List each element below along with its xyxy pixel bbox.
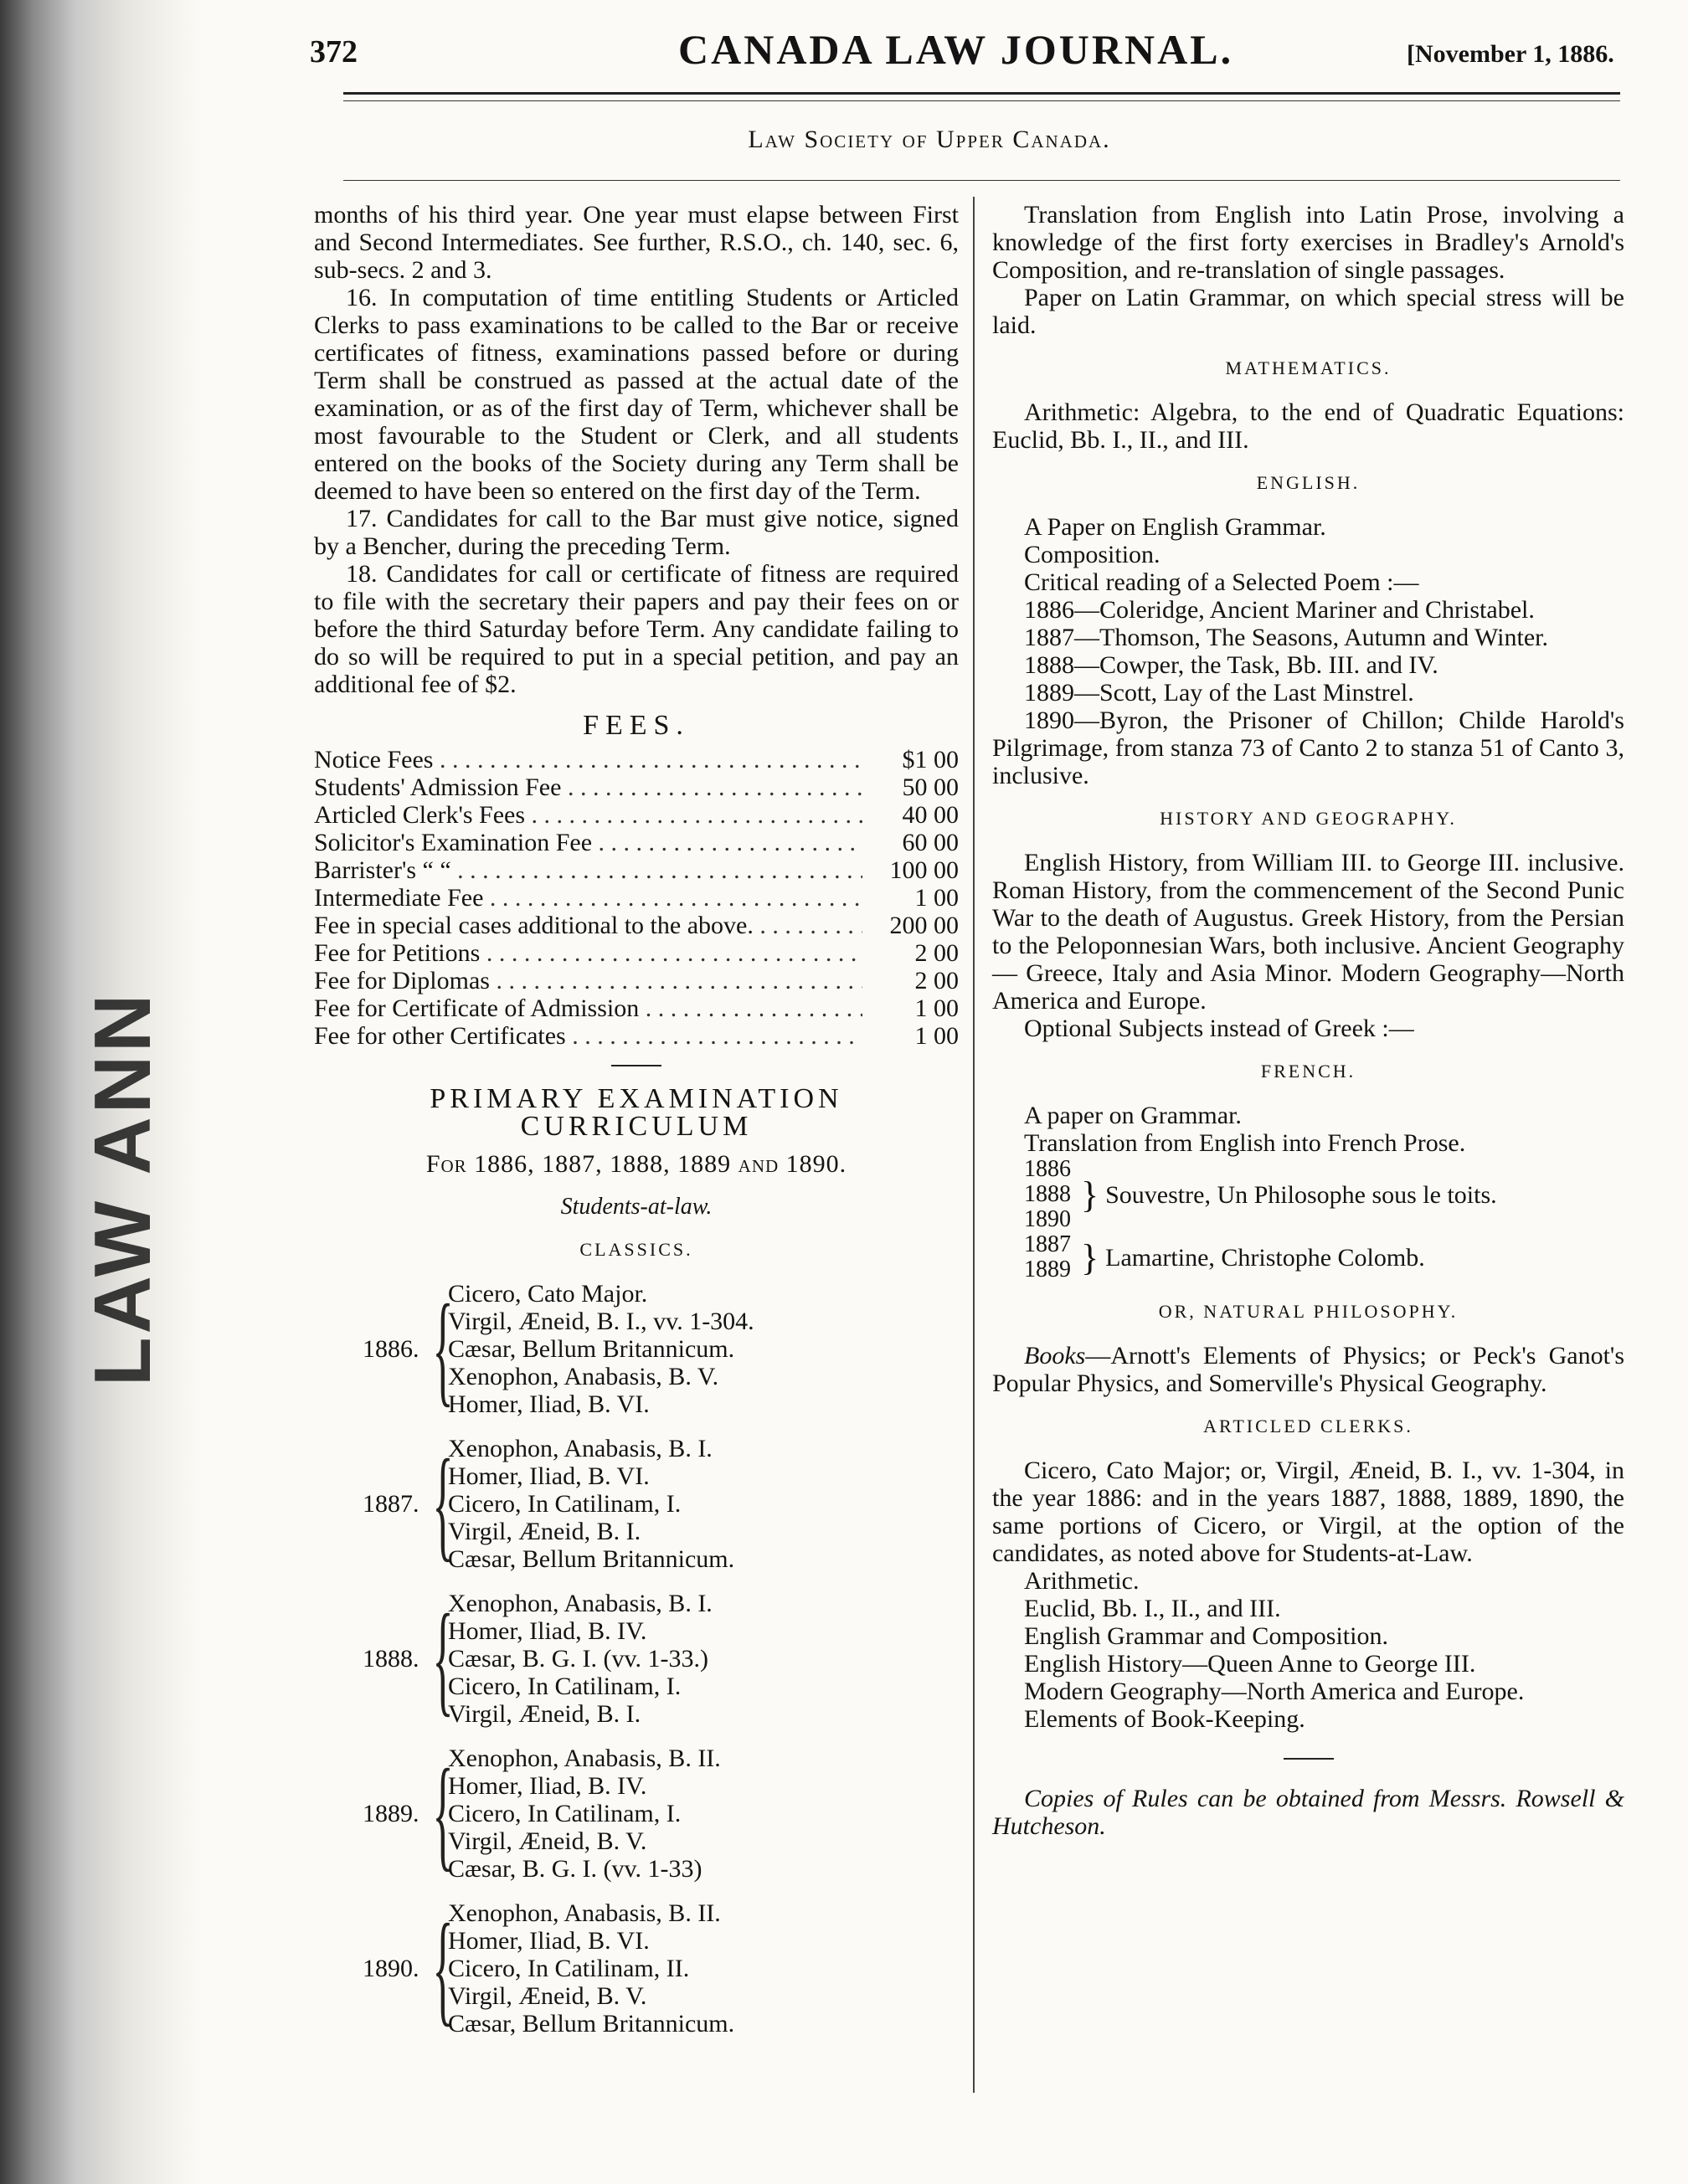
work-item: Cicero, In Catilinam, I. bbox=[448, 1800, 682, 1827]
work-item: Virgil, Æneid, B. I. bbox=[448, 1518, 641, 1545]
natphil-text: —Arnott's Elements of Physics; or Peck's Ganot's Popular Physics, and Somerville's Physical Geography. bbox=[992, 1342, 1624, 1397]
year-label: 1889 bbox=[1024, 1256, 1071, 1282]
students-heading: Students-at-law. bbox=[560, 1194, 713, 1220]
fee-row bbox=[314, 939, 959, 967]
paragraph: months of his third year. One year must elapse between First and Second Intermediates. See further, R.S.O., ch. 140, sec. 6, sub-secs. 2 and 3. bbox=[314, 201, 959, 284]
fee-name: Barrister's “ “ . . . bbox=[314, 856, 862, 884]
work-item: Xenophon, Anabasis, B. I. bbox=[448, 1590, 713, 1617]
copies-note: Copies of Rules can be obtained from Messrs. Rowsell & Hutcheson. bbox=[992, 1785, 1624, 1840]
fee-name: Fee in special cases additional to the above. . . . bbox=[314, 912, 862, 939]
section-rule bbox=[343, 180, 1620, 181]
fee-amount: 1 00 bbox=[914, 1022, 959, 1050]
books-lead: Books bbox=[1024, 1342, 1086, 1369]
work-item: Virgil, Æneid, B. I., vv. 1-304. bbox=[448, 1308, 754, 1335]
fee-name: Fee for Certificate of Admission . . . bbox=[314, 994, 862, 1022]
paragraph: Cicero, Cato Major; or, Virgil, Æneid, B. I., vv. 1-304, in the year 1886: and in the years 1887, 1888, 1889, 1890, the same portions of Cicero, or Virgil, at the option of the candidates, as noted above for Students-at-Law. bbox=[992, 1457, 1624, 1567]
fee-name: Notice Fees . . . bbox=[314, 746, 862, 773]
fee-row bbox=[314, 773, 959, 801]
natphil-heading: OR, NATURAL PHILOSOPHY. bbox=[1158, 1301, 1459, 1322]
fee-row bbox=[314, 829, 959, 856]
fee-name: Fee for other Certificates . . . bbox=[314, 1022, 862, 1050]
year-label: 1889. bbox=[363, 1800, 419, 1827]
year-label: 1887 bbox=[1024, 1231, 1071, 1257]
work-item: Xenophon, Anabasis, B. II. bbox=[448, 1745, 721, 1772]
fee-amount: 100 00 bbox=[889, 856, 959, 884]
year-label: 1886 bbox=[1024, 1156, 1071, 1182]
list-item: 1888—Cowper, the Task, Bb. III. and IV. bbox=[1024, 651, 1438, 679]
fee-row bbox=[314, 746, 959, 773]
book-binding-edge bbox=[0, 0, 201, 2184]
fee-name: Articled Clerk's Fees . . . bbox=[314, 801, 862, 829]
list-item: Euclid, Bb. I., II., and III. bbox=[1024, 1595, 1281, 1622]
list-item: English Grammar and Composition. bbox=[1024, 1622, 1388, 1650]
list-item: Critical reading of a Selected Poem :— bbox=[1024, 568, 1419, 596]
fee-amount: 2 00 bbox=[914, 939, 959, 967]
journal-title: CANADA LAW JOURNAL. bbox=[678, 26, 1234, 73]
work-item: Cæsar, B. G. I. (vv. 1-33) bbox=[448, 1855, 702, 1883]
list-item: A paper on Grammar. bbox=[1024, 1102, 1242, 1129]
paragraph bbox=[992, 1342, 1624, 1397]
paragraph: Arithmetic: Algebra, to the end of Quadratic Equations: Euclid, Bb. I., II., and III. bbox=[992, 398, 1624, 454]
works-list bbox=[448, 1745, 959, 1883]
section-separator bbox=[1284, 1758, 1334, 1760]
fee-amount: 1 00 bbox=[914, 884, 959, 912]
work-item: Virgil, Æneid, B. V. bbox=[448, 1982, 647, 2010]
column-divider bbox=[973, 197, 975, 2093]
fee-row bbox=[314, 884, 959, 912]
work-item: Cicero, In Catilinam, I. bbox=[448, 1490, 682, 1518]
fee-name: Intermediate Fee . . . bbox=[314, 884, 862, 912]
year-label: 1886. bbox=[363, 1335, 419, 1363]
fee-amount: 50 00 bbox=[902, 773, 959, 801]
fee-amount: 200 00 bbox=[889, 912, 959, 939]
fee-row bbox=[314, 856, 959, 884]
work-item: Xenophon, Anabasis, B. II. bbox=[448, 1899, 721, 1927]
work-item: Homer, Iliad, B. VI. bbox=[448, 1927, 650, 1955]
work-item: Cæsar, B. G. I. (vv. 1-33.) bbox=[448, 1645, 708, 1673]
work-item: Homer, Iliad, B. IV. bbox=[448, 1772, 647, 1800]
work-item: Homer, Iliad, B. VI. bbox=[448, 1390, 650, 1418]
year-label: 1890. bbox=[363, 1955, 419, 1982]
year-group bbox=[1024, 1157, 1074, 1232]
fee-row bbox=[314, 967, 959, 994]
classics-year-block bbox=[314, 1745, 959, 1883]
classics-year-block bbox=[314, 1435, 959, 1573]
brace-icon: } bbox=[1081, 1236, 1099, 1278]
french-reading-group bbox=[1024, 1232, 1624, 1282]
year-label: 1888. bbox=[363, 1645, 419, 1673]
paragraph: English History, from William III. to George III. inclusive. Roman History, from the commencement of the Second Punic War to the death of Augustus. Greek History, from the Persian to the Peloponnesian Wars, both inclusive. Ancient Geography — Greece, Italy and Asia Minor. Modern Geography—North America and Europe. bbox=[992, 849, 1624, 1015]
fee-amount: $1 00 bbox=[902, 746, 959, 773]
works-list bbox=[448, 1590, 959, 1728]
list-item: 1890—Byron, the Prisoner of Chillon; Childe Harold's Pilgrimage, from stanza 73 of Canto 2 to stanza 51 of Canto 3, inclusive. bbox=[992, 707, 1624, 789]
paragraph: 18. Candidates for call or certificate of fitness are required to file with the secretary their papers and pay their fees on or before the third Saturday before Term. Any candidate failing to do so will be required to put in a special petition, and pay an additional fee of $2. bbox=[314, 560, 959, 698]
work-item: Cæsar, Bellum Britannicum. bbox=[448, 1335, 735, 1363]
brace-icon: { bbox=[432, 1434, 454, 1573]
issue-date: [November 1, 1886. bbox=[1407, 40, 1614, 68]
fee-amount: 60 00 bbox=[902, 829, 959, 856]
paragraph: 16. In computation of time entitling Students or Articled Clerks to pass examinations to be called to the Bar or receive certificates of fitness, examinations passed before or during Term shall be construed as passed at the actual date of the examination, or as of the first day of Term, whichever shall be most favourable to the Student or Clerk, and all students entered on the books of the Society during any Term shall be deemed to have been so entered on the first day of the Term. bbox=[314, 284, 959, 505]
list-item: Modern Geography—North America and Europe. bbox=[1024, 1678, 1525, 1705]
fee-row bbox=[314, 1022, 959, 1050]
classics-year-block bbox=[314, 1280, 959, 1418]
fee-row bbox=[314, 994, 959, 1022]
fee-row bbox=[314, 912, 959, 939]
brace-icon: { bbox=[432, 1279, 454, 1418]
classics-heading: CLASSICS. bbox=[579, 1239, 693, 1260]
work-item: Homer, Iliad, B. VI. bbox=[448, 1462, 650, 1490]
page-number: 372 bbox=[310, 34, 358, 69]
right-column bbox=[992, 201, 1624, 1840]
list-item: Elements of Book-Keeping. bbox=[1024, 1705, 1305, 1733]
curriculum-heading: PRIMARY EXAMINATION CURRICULUM bbox=[430, 1083, 843, 1142]
fee-name: Students' Admission Fee . . . bbox=[314, 773, 862, 801]
work-item: Cicero, In Catilinam, II. bbox=[448, 1955, 690, 1982]
classics-year-block bbox=[314, 1899, 959, 2038]
work-item: Cæsar, Bellum Britannicum. bbox=[448, 1545, 735, 1573]
works-list bbox=[448, 1280, 959, 1418]
list-item: A Paper on English Grammar. bbox=[1024, 513, 1326, 541]
french-reading-group bbox=[1024, 1157, 1624, 1232]
history-heading: HISTORY AND GEOGRAPHY. bbox=[1160, 808, 1457, 829]
journal-page bbox=[209, 0, 1649, 2184]
spine-lettering: LAW ANN bbox=[78, 990, 167, 1387]
paragraph: Paper on Latin Grammar, on which special stress will be laid. bbox=[992, 284, 1624, 339]
year-label: 1890 bbox=[1024, 1206, 1071, 1232]
fee-name: Fee for Diplomas . . . bbox=[314, 967, 862, 994]
works-list bbox=[448, 1899, 959, 2038]
work-item: Cæsar, Bellum Britannicum. bbox=[448, 2010, 735, 2038]
work-item: Homer, Iliad, B. IV. bbox=[448, 1617, 647, 1645]
reading-text: Lamartine, Christophe Colomb. bbox=[1105, 1243, 1425, 1272]
brace-icon: { bbox=[432, 1744, 454, 1883]
brace-icon: { bbox=[432, 1899, 454, 2038]
header-rule-top bbox=[343, 92, 1620, 95]
work-item: Virgil, Æneid, B. V. bbox=[448, 1827, 647, 1855]
curriculum-years: For 1886, 1887, 1888, 1889 and 1890. bbox=[425, 1150, 847, 1178]
paragraph: Optional Subjects instead of Greek :— bbox=[1024, 1015, 1414, 1042]
section-separator bbox=[611, 1065, 661, 1066]
year-label: 1887. bbox=[363, 1490, 419, 1518]
year-label: 1888 bbox=[1024, 1181, 1071, 1207]
fees-table bbox=[314, 746, 959, 1050]
section-title: Law Society of Upper Canada. bbox=[748, 126, 1111, 153]
header-rule-bottom bbox=[343, 100, 1620, 101]
fee-row bbox=[314, 801, 959, 829]
fee-name: Fee for Petitions . . . bbox=[314, 939, 862, 967]
mathematics-heading: MATHEMATICS. bbox=[1225, 357, 1392, 378]
fees-heading: FEES. bbox=[583, 710, 690, 741]
list-item: 1887—Thomson, The Seasons, Autumn and Winter. bbox=[1024, 624, 1548, 651]
work-item: Cicero, Cato Major. bbox=[448, 1280, 648, 1308]
list-item: 1889—Scott, Lay of the Last Minstrel. bbox=[1024, 679, 1414, 707]
list-item: Composition. bbox=[1024, 541, 1160, 568]
work-item: Xenophon, Anabasis, B. V. bbox=[448, 1363, 719, 1390]
list-item: Translation from English into French Prose. bbox=[1024, 1129, 1466, 1157]
year-group bbox=[1024, 1232, 1074, 1282]
fee-name: Solicitor's Examination Fee . . . bbox=[314, 829, 862, 856]
french-heading: FRENCH. bbox=[1260, 1061, 1356, 1082]
list-item: 1886—Coleridge, Ancient Mariner and Christabel. bbox=[1024, 596, 1535, 624]
list-item: English History—Queen Anne to George III. bbox=[1024, 1650, 1476, 1678]
list-item: Arithmetic. bbox=[1024, 1567, 1140, 1595]
brace-icon: } bbox=[1081, 1174, 1099, 1215]
left-column bbox=[314, 201, 959, 2054]
fee-amount: 1 00 bbox=[914, 994, 959, 1022]
paragraph: 17. Candidates for call to the Bar must give notice, signed by a Bencher, during the preceding Term. bbox=[314, 505, 959, 560]
fee-amount: 40 00 bbox=[902, 801, 959, 829]
reading-text: Souvestre, Un Philosophe sous le toits. bbox=[1105, 1180, 1497, 1209]
works-list bbox=[448, 1435, 959, 1573]
work-item: Cicero, In Catilinam, I. bbox=[448, 1673, 682, 1700]
work-item: Xenophon, Anabasis, B. I. bbox=[448, 1435, 713, 1462]
brace-icon: { bbox=[432, 1589, 454, 1728]
classics-year-block bbox=[314, 1590, 959, 1728]
fee-amount: 2 00 bbox=[914, 967, 959, 994]
paragraph: Translation from English into Latin Prose, involving a knowledge of the first forty exercises in Bradley's Arnold's Composition, and re-translation of single passages. bbox=[992, 201, 1624, 284]
english-heading: ENGLISH. bbox=[1256, 472, 1361, 493]
work-item: Virgil, Æneid, B. I. bbox=[448, 1700, 641, 1728]
articled-heading: ARTICLED CLERKS. bbox=[1203, 1416, 1413, 1436]
